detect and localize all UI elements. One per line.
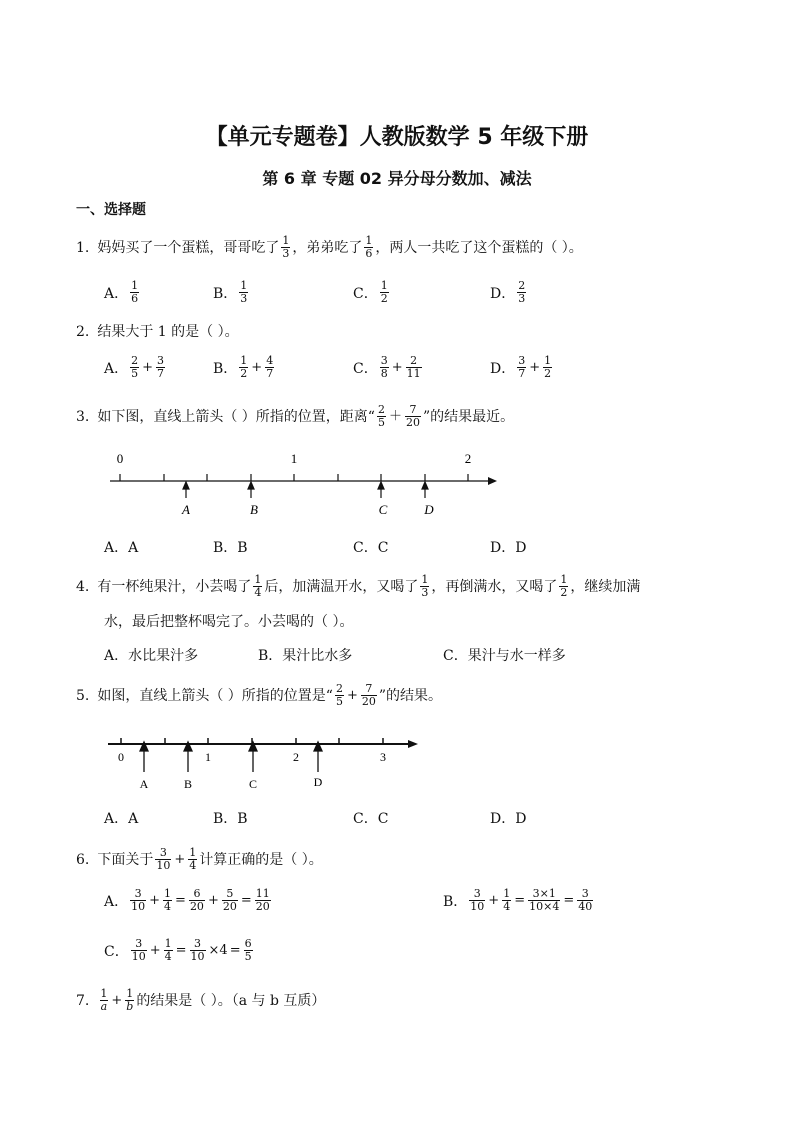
- option-c[interactable]: C．果汁与水一样多: [443, 648, 566, 664]
- option-c[interactable]: C． $\frac{3}{10}$ + $\frac{1}{4}$ = $\frac{3}{10}$ ×4 = $\frac{6}{5}$: [104, 937, 252, 963]
- question-number: 1.: [76, 239, 90, 256]
- question-6: 6. 下面关于 $\frac{3}{10}$ + $\frac{1}{4}$ 计算正确的是（ ）。: [76, 846, 323, 872]
- question-text: 有一杯纯果汁，小芸喝了: [97, 578, 252, 595]
- option-c[interactable]: C． $\frac{3}{8}$ + $\frac{2}{11}$: [353, 354, 421, 380]
- arrow-label: D: [424, 502, 434, 517]
- question-text: 的结果是（ ）。（a 与 b 互质）: [136, 992, 326, 1009]
- option-b[interactable]: B． $\frac{1}{2}$ + $\frac{4}{7}$: [213, 354, 274, 380]
- section-heading: 一、选择题: [76, 202, 146, 218]
- fraction: $\frac{1}{b}$: [126, 987, 134, 1013]
- axis-arrowhead: [408, 740, 418, 748]
- fraction: $\frac{1}{3}$: [421, 573, 429, 599]
- arrow-c: [378, 482, 384, 489]
- option-a[interactable]: A． $\frac{2}{5}$ + $\frac{3}{7}$: [104, 354, 165, 380]
- fraction: $\frac{7}{20}$: [405, 403, 420, 429]
- question-text: ，两人一共吃了这个蛋糕的（ ）。: [375, 239, 583, 256]
- arrow-d: [422, 482, 428, 489]
- option-b[interactable]: B．果汁比水多: [258, 648, 353, 664]
- arrow-a: [183, 482, 189, 489]
- question-text: 如图，直线上箭头（ ）所指的位置是“: [97, 687, 333, 704]
- option-d[interactable]: D． $\frac{3}{7}$ + $\frac{1}{2}$: [490, 354, 552, 380]
- fraction: $\frac{2}{5}$: [377, 403, 385, 429]
- question-7: 7. $\frac{1}{a}$ + $\frac{1}{b}$ 的结果是（ ）。（a 与 b 互质）: [76, 987, 326, 1013]
- question-number: 4.: [76, 578, 90, 595]
- question-text: ，再倒满水，又喝了: [431, 578, 558, 595]
- option-d[interactable]: D．D: [490, 811, 527, 827]
- option-c[interactable]: C．C: [353, 540, 389, 556]
- arrow-label: A: [139, 777, 149, 791]
- question-number: 3.: [76, 408, 90, 425]
- fraction: $\frac{1}{4}$: [254, 573, 262, 599]
- option-a[interactable]: A．水比果汁多: [104, 648, 199, 664]
- tick-label: 0: [118, 750, 124, 764]
- option-b[interactable]: B．B: [213, 540, 248, 556]
- arrow-label: C: [378, 502, 388, 517]
- question-number: 2.: [76, 324, 90, 340]
- tick-label: 1: [205, 750, 211, 764]
- question-number: 5.: [76, 687, 90, 704]
- tick-label: 3: [380, 750, 386, 764]
- question-text: 计算正确的是（ ）。: [199, 851, 323, 868]
- fraction: $\frac{1}{3}$: [282, 234, 290, 260]
- page-subtitle: 第 6 章 专题 02 异分母分数加、减法: [262, 169, 532, 188]
- arrow-b: [248, 482, 254, 489]
- fraction: $\frac{3}{10}$: [156, 846, 171, 872]
- question-4: [76, 574, 640, 599]
- option-a[interactable]: A． $\frac{3}{10}$ + $\frac{1}{4}$ = $\frac{6}{20}$ + $\frac{5}{20}$ = $\frac{11}{20}$: [104, 887, 270, 913]
- arrow-label: D: [313, 775, 323, 789]
- option-c[interactable]: C．C: [353, 811, 389, 827]
- tick-label: 2: [464, 451, 472, 466]
- arrow-label: A: [182, 502, 190, 517]
- question-1: [76, 235, 583, 260]
- arrow-label: C: [248, 777, 258, 791]
- option-d[interactable]: D． $\frac{2}{3}$: [490, 279, 526, 305]
- option-b[interactable]: B． $\frac{3}{10}$ + $\frac{1}{4}$ = $\frac{3\times 1}{10\times 4}$ = $\frac{3}{40}$: [443, 887, 593, 913]
- question-number: 6.: [76, 851, 90, 868]
- option-a[interactable]: A．A: [104, 540, 139, 556]
- tick-label: 2: [293, 750, 299, 764]
- fraction: $\frac{7}{20}$: [361, 682, 376, 708]
- question-text: ”的结果最近。: [422, 408, 515, 425]
- fraction: $\frac{2}{5}$: [335, 682, 343, 708]
- fraction: $\frac{1}{4}$: [189, 846, 197, 872]
- option-c[interactable]: C． $\frac{1}{2}$: [353, 279, 388, 305]
- question-text: 妈妈买了一个蛋糕，哥哥吃了: [97, 239, 280, 256]
- option-b[interactable]: B．B: [213, 811, 248, 827]
- question-2: [76, 322, 239, 342]
- question-text: 结果大于 1 的是（ ）。: [97, 324, 239, 340]
- arrow-label: B: [183, 777, 193, 791]
- option-a[interactable]: A． $\frac{1}{6}$: [104, 279, 139, 305]
- fraction: $\frac{1}{6}$: [365, 234, 373, 260]
- tick-label: 1: [290, 451, 298, 466]
- question-number: 7.: [76, 992, 90, 1009]
- option-d[interactable]: D．D: [490, 540, 527, 556]
- question-text: ，继续加满: [570, 578, 641, 595]
- arrow-label: B: [250, 502, 258, 517]
- question-text: 后，加满温开水，又喝了: [264, 578, 419, 595]
- page-title: 【单元专题卷】人教版数学 5 年级下册: [205, 125, 589, 150]
- question-text: ，弟弟吃了: [292, 239, 363, 256]
- question-5: 5. 如图，直线上箭头（ ）所指的位置是“ $\frac{2}{5}$ + $\frac{7}{20}$ ”的结果。: [76, 682, 443, 708]
- axis-arrowhead: [488, 477, 497, 485]
- question-text: ”的结果。: [378, 687, 443, 704]
- question-3: 3. 如下图，直线上箭头（ ）所指的位置，距离“ $\frac{2}{5}$ ＋ $\frac{7}{20}$ ”的结果最近。: [76, 403, 515, 429]
- fraction: $\frac{1}{a}$: [100, 987, 108, 1013]
- option-b[interactable]: B． $\frac{1}{3}$: [213, 279, 248, 305]
- question-text: 如下图，直线上箭头（ ）所指的位置，距离“: [97, 408, 375, 425]
- question-text: 下面关于: [97, 851, 154, 868]
- number-line-q5: [100, 730, 430, 796]
- fraction: $\frac{1}{2}$: [560, 573, 568, 599]
- option-a[interactable]: A．A: [104, 811, 139, 827]
- number-line-q3: [100, 448, 510, 520]
- question-text: 水，最后把整杯喝完了。小芸喝的（ ）。: [104, 614, 354, 630]
- tick-label: 0: [116, 451, 124, 466]
